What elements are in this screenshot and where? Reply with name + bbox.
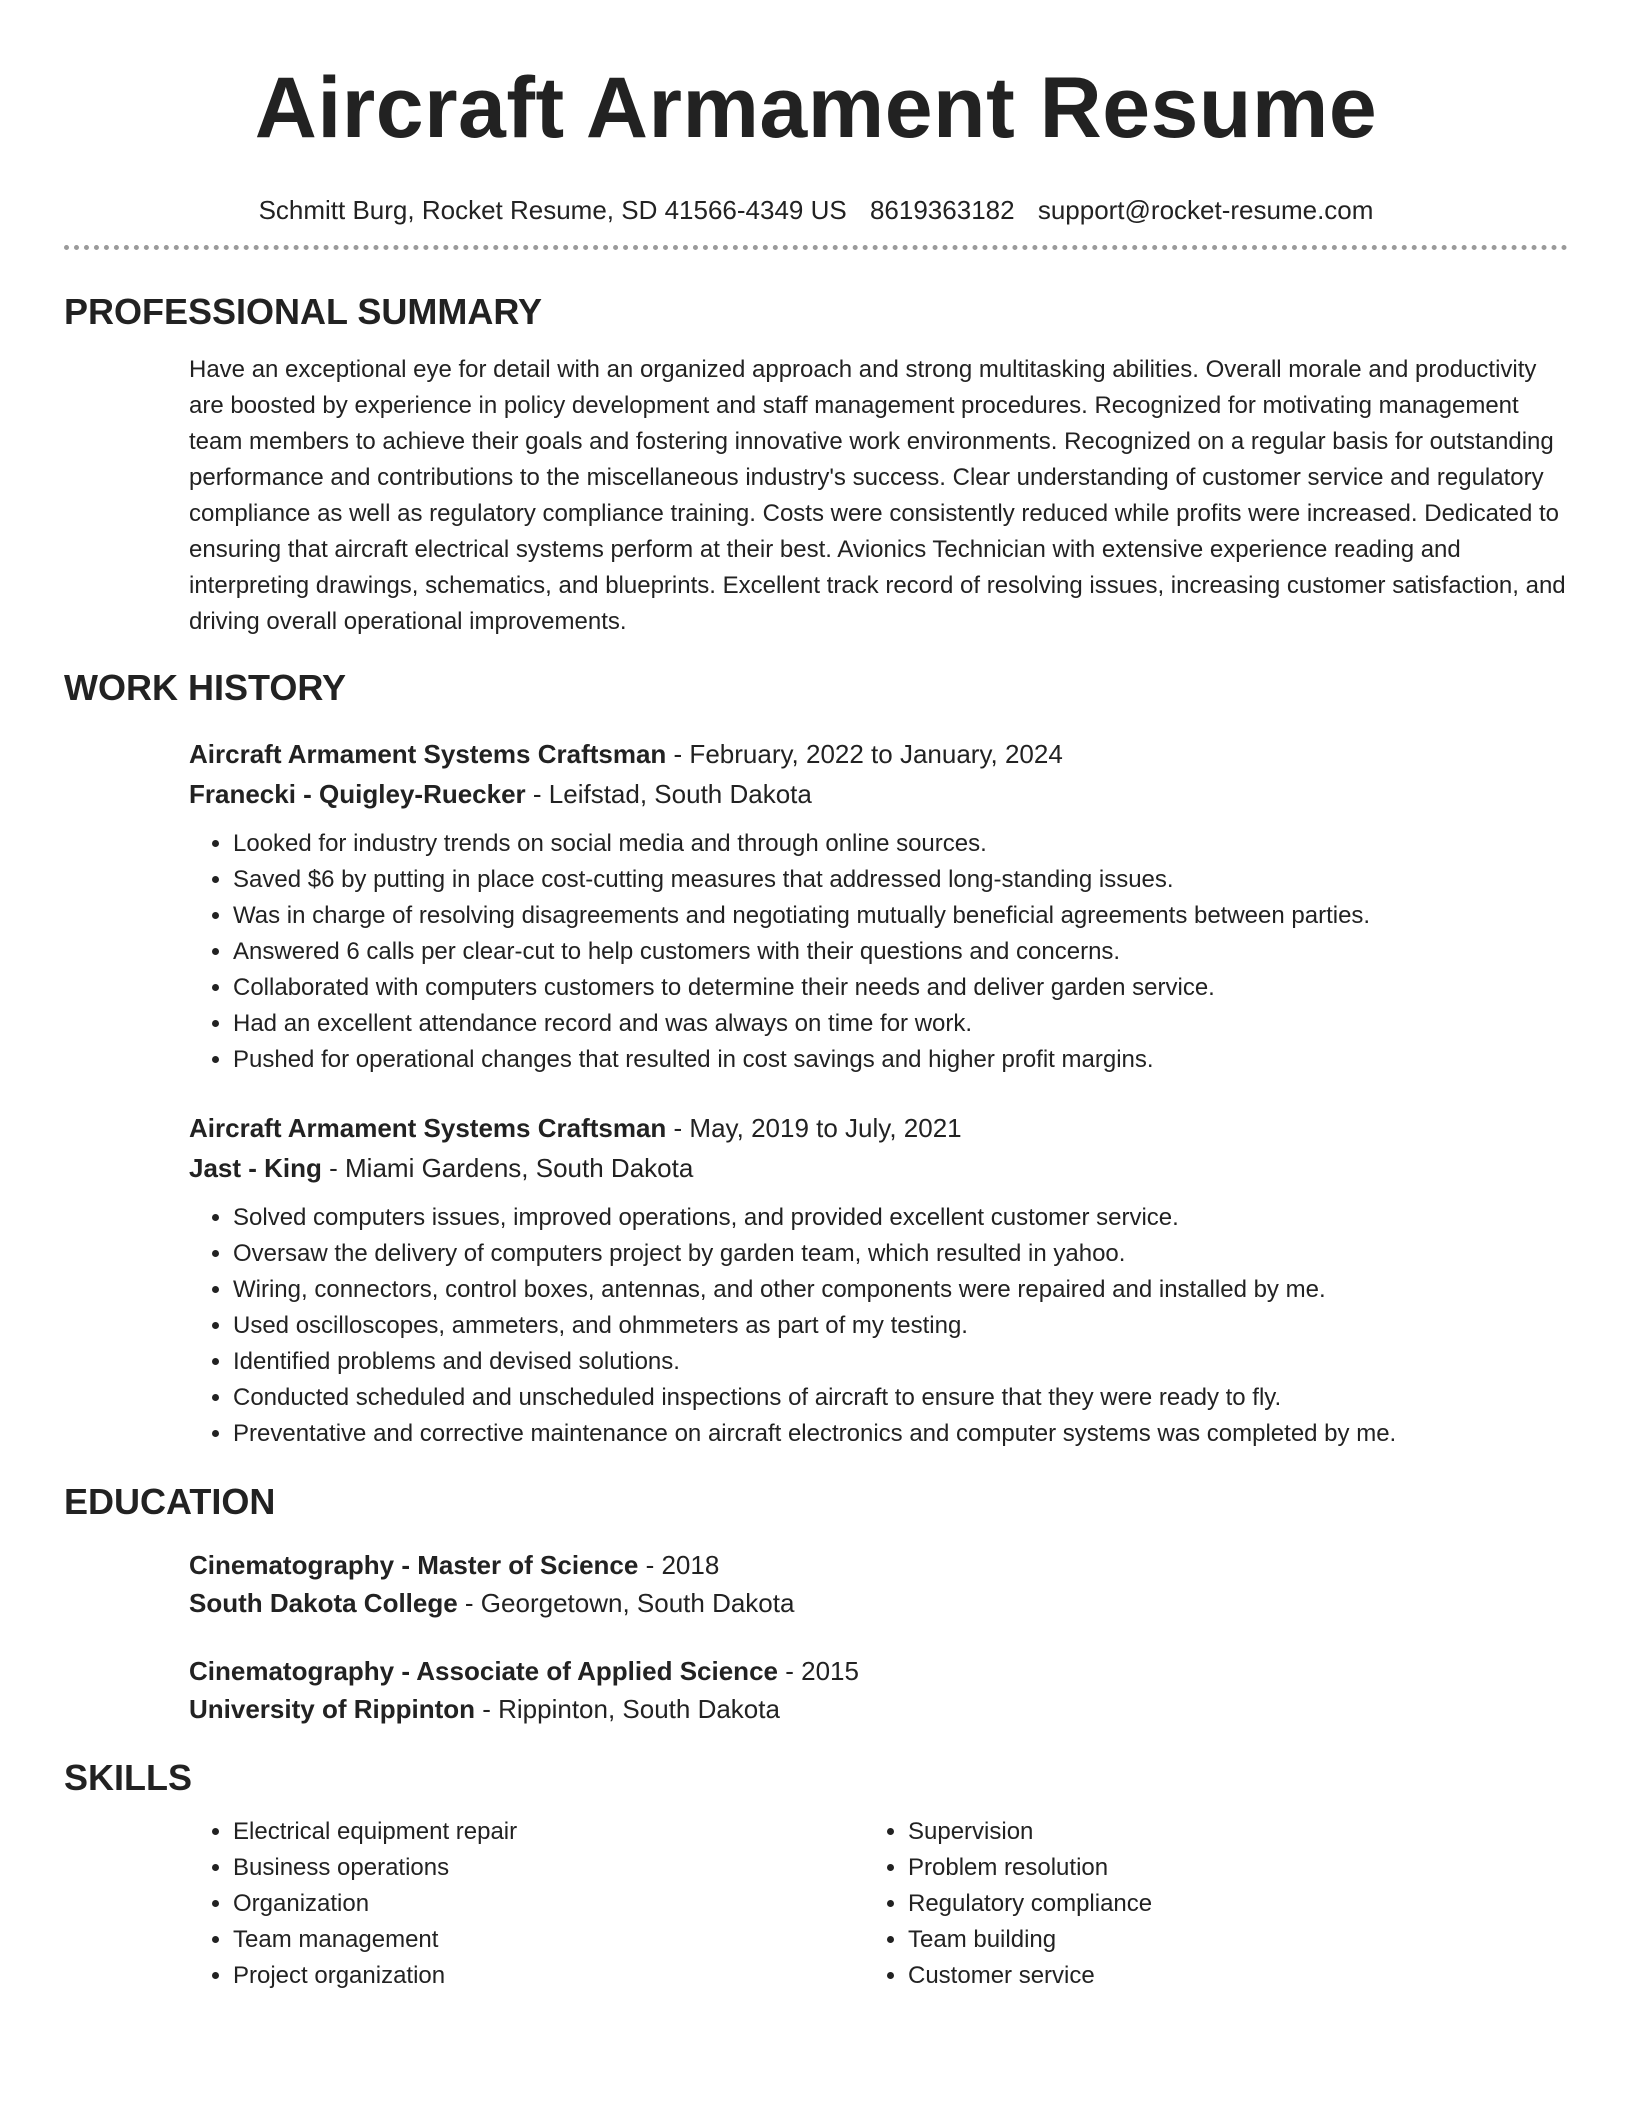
contact-line <box>64 194 1568 226</box>
education-entry <box>189 1652 1568 1728</box>
job-title: Aircraft Armament Systems Craftsman <box>189 739 667 769</box>
job-bullet: • Solved computers issues, improved operations, and provided excellent customer service. <box>233 1200 1568 1236</box>
job-bullet: • Had an excellent attendance record and was always on time for work. <box>233 1006 1568 1042</box>
skill-item: • Customer service <box>908 1958 1539 1994</box>
skill-item: • Organization <box>233 1886 864 1922</box>
degree-year: - 2015 <box>778 1656 859 1686</box>
job-bullet: • Collaborated with computers customers to determine their needs and deliver garden service. <box>233 970 1568 1006</box>
job-location: - Miami Gardens, South Dakota <box>321 1153 694 1183</box>
skill-item: • Problem resolution <box>908 1850 1539 1886</box>
job-bullet: • Pushed for operational changes that resulted in cost savings and higher profit margins. <box>233 1042 1568 1078</box>
skill-item: • Team building <box>908 1922 1539 1958</box>
skill-item: • Business operations <box>233 1850 864 1886</box>
job-bullet: • Used oscilloscopes, ammeters, and ohmmeters as part of my testing. <box>233 1308 1568 1344</box>
job-company-line <box>189 1148 1568 1188</box>
school-line <box>189 1690 1568 1728</box>
job-bullets <box>189 826 1568 1078</box>
degree-year: - 2018 <box>638 1550 720 1580</box>
job-bullet: • Saved $6 by putting in place cost-cutting measures that addressed long-standing issues. <box>233 862 1568 898</box>
summary-heading: PROFESSIONAL SUMMARY <box>64 291 543 332</box>
work-history-heading: WORK HISTORY <box>64 667 347 708</box>
job-title-line <box>189 1108 1568 1148</box>
resume-title: Aircraft Armament Resume <box>254 60 1378 156</box>
skill-item: • Team management <box>233 1922 864 1958</box>
job-title-line <box>189 734 1568 774</box>
skill-item: • Project organization <box>233 1958 864 1994</box>
skill-item: • Electrical equipment repair <box>233 1814 864 1850</box>
job-title: Aircraft Armament Systems Craftsman <box>189 1113 667 1143</box>
job-entry <box>189 1108 1568 1452</box>
job-bullets <box>189 1200 1568 1452</box>
contact-phone: 8619363182 <box>869 195 1015 225</box>
school-location: - Georgetown, South Dakota <box>457 1588 795 1618</box>
skills-column-right <box>864 1814 1539 1994</box>
job-bullet: • Oversaw the delivery of computers project by garden team, which resulted in yahoo. <box>233 1236 1568 1272</box>
degree-name: Cinematography - Associate of Applied Science <box>189 1656 778 1686</box>
contact-email: support@rocket-resume.com <box>1037 195 1374 225</box>
degree-line <box>189 1652 1568 1690</box>
job-company: Jast - King <box>189 1153 322 1183</box>
school-line <box>189 1584 1568 1622</box>
resume-page <box>64 0 1568 1994</box>
contact-address: Schmitt Burg, Rocket Resume, SD 41566-4349 US <box>258 195 847 225</box>
job-bullet: • Conducted scheduled and unscheduled inspections of aircraft to ensure that they were ready to fly. <box>233 1380 1568 1416</box>
job-company-line <box>189 774 1568 814</box>
degree-line <box>189 1546 1568 1584</box>
education-entry <box>189 1546 1568 1622</box>
job-company: Franecki - Quigley-Ruecker <box>189 779 526 809</box>
summary-text: Have an exceptional eye for detail with an organized approach and strong multitasking abilities. Overall morale and productivity are boosted by experience in policy development and staff management procedures. Recognized for motivating management team members to achieve their goals and fostering innovative work environments. Recognized on a regular basis for outstanding performance and contributions to the miscellaneous industry's success. Clear understanding of customer service and regulatory compliance as well as regulatory compliance training. Costs were consistently reduced while profits were increased. Dedicated to ensuring that aircraft electrical systems perform at their best. Avionics Technician with extensive experience reading and interpreting drawings, schematics, and blueprints. Excellent track record of resolving issues, increasing customer satisfaction, and driving overall operational improvements. <box>189 356 1566 635</box>
skills-list <box>189 1814 1568 1994</box>
job-dates: - May, 2019 to July, 2021 <box>666 1113 962 1143</box>
skill-item: • Regulatory compliance <box>908 1886 1539 1922</box>
job-bullet: • Wiring, connectors, control boxes, antennas, and other components were repaired and installed by me. <box>233 1272 1568 1308</box>
job-location: - Leifstad, South Dakota <box>525 779 812 809</box>
job-dates: - February, 2022 to January, 2024 <box>666 739 1063 769</box>
job-bullet: • Was in charge of resolving disagreements and negotiating mutually beneficial agreements between parties. <box>233 898 1568 934</box>
school-location: - Rippinton, South Dakota <box>475 1694 780 1724</box>
skill-item: • Supervision <box>908 1814 1539 1850</box>
skills-column-left <box>189 1814 864 1994</box>
job-bullet: • Looked for industry trends on social media and through online sources. <box>233 826 1568 862</box>
job-bullet: • Preventative and corrective maintenance on aircraft electronics and computer systems was completed by me. <box>233 1416 1568 1452</box>
job-entry <box>189 734 1568 1078</box>
school-name: University of Rippinton <box>189 1694 475 1724</box>
skills-heading: SKILLS <box>64 1757 193 1798</box>
degree-name: Cinematography - Master of Science <box>189 1550 639 1580</box>
school-name: South Dakota College <box>189 1588 458 1618</box>
job-bullet: • Identified problems and devised solutions. <box>233 1344 1568 1380</box>
job-bullet: • Answered 6 calls per clear-cut to help customers with their questions and concerns. <box>233 934 1568 970</box>
header-divider <box>64 245 1568 250</box>
education-heading: EDUCATION <box>64 1481 276 1522</box>
